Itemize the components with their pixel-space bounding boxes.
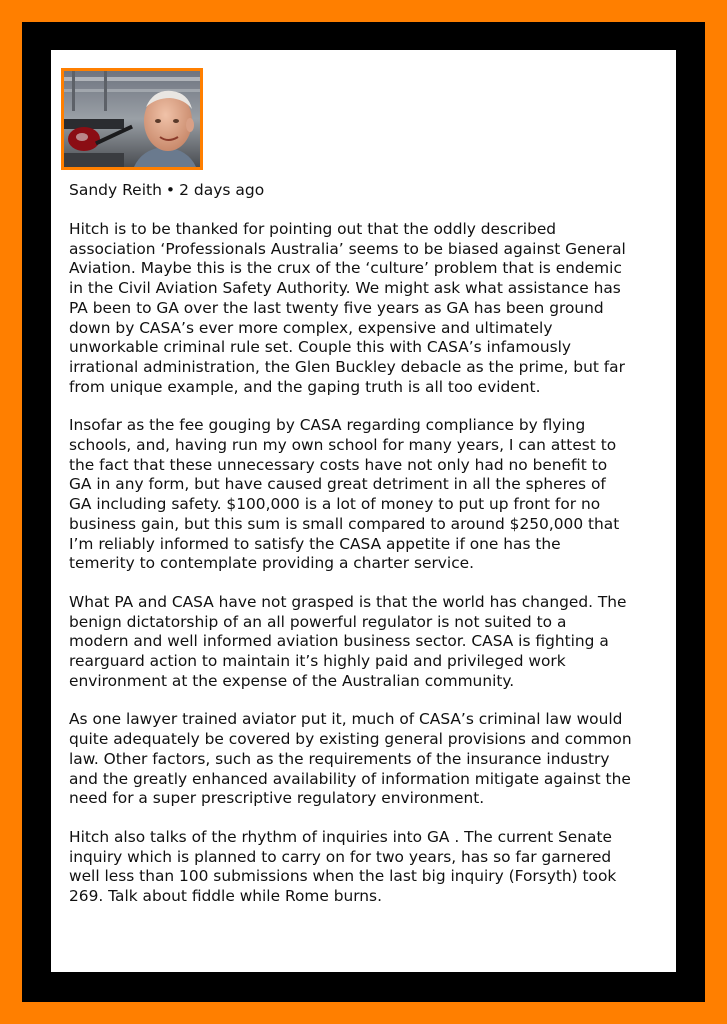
avatar[interactable] (61, 68, 203, 170)
comment-paragraph (69, 593, 669, 692)
comment-line: GA in any form, but have caused great detriment in all the spheres of (69, 475, 606, 494)
comment-paragraph (69, 710, 669, 809)
byline-separator: • (165, 181, 176, 199)
comment-line: 269. Talk about fiddle while Rome burns. (69, 887, 382, 906)
comment-line: association ‘Professionals Australia’ seems to be biased against General (69, 239, 626, 258)
comment-line: rearguard action to maintain it’s highly paid and privileged work (69, 652, 566, 671)
comment-line: unworkable criminal rule set. Couple this with CASA’s infamously (69, 338, 571, 357)
comment-line: benign dictatorship of an all powerful regulator is not suited to a (69, 612, 567, 631)
comment-line: from unique example, and the gaping truth is all too evident. (69, 377, 541, 396)
comment-line: in the Civil Aviation Safety Authority. We might ask what assistance has (69, 279, 621, 298)
comment-timestamp[interactable]: 2 days ago (179, 181, 265, 199)
comment-line: the fact that these unnecessary costs have not only had no benefit to (69, 455, 608, 474)
comment-line: Hitch is to be thanked for pointing out that the oddly described (69, 220, 557, 238)
comment-line: environment at the expense of the Australian community. (69, 671, 515, 690)
author-name[interactable]: Sandy Reith (69, 181, 162, 199)
comment-card (51, 50, 676, 972)
comment-body (69, 220, 669, 926)
comment-line: Hitch also talks of the rhythm of inquiries into GA . The current Senate (69, 827, 612, 846)
comment-line: modern and well informed aviation business sector. CASA is fighting a (69, 632, 609, 651)
comment-line: Insofar as the fee gouging by CASA regarding compliance by flying (69, 416, 586, 435)
comment-line: business gain, but this sum is small compared to around $250,000 that (69, 514, 620, 533)
comment-line: down by CASA’s ever more complex, expensive and ultimately (69, 318, 553, 337)
comment-line: law. Other factors, such as the requirements of the insurance industry (69, 749, 610, 768)
comment-line: As one lawyer trained aviator put it, much of CASA’s criminal law would (69, 710, 623, 729)
comment-line: What PA and CASA have not grasped is that the world has changed. The (69, 592, 627, 611)
avatar-photo (64, 71, 200, 167)
comment-line: temerity to contemplate providing a charter service. (69, 554, 475, 573)
comment-line: well less than 100 submissions when the last big inquiry (Forsyth) took (69, 867, 617, 886)
comment-line: irrational administration, the Glen Buckley debacle as the prime, but far (69, 357, 625, 376)
comment-line: need for a super prescriptive regulatory environment. (69, 789, 485, 808)
comment-line: Aviation. Maybe this is the crux of the ‘culture’ problem that is endemic (69, 259, 622, 278)
comment-line: and the greatly enhanced availability of information mitigate against the (69, 769, 631, 788)
comment-paragraph (69, 220, 669, 397)
comment-line: PA been to GA over the last twenty five years as GA has been ground (69, 298, 604, 317)
comment-line: GA including safety. $100,000 is a lot of money to put up front for no (69, 495, 601, 514)
comment-line: inquiry which is planned to carry on for two years, has so far garnered (69, 847, 612, 866)
comment-line: I’m reliably informed to satisfy the CASA appetite if one has the (69, 534, 561, 553)
comment-line: schools, and, having run my own school for many years, I can attest to (69, 436, 617, 455)
comment-paragraph (69, 828, 669, 907)
comment-line: quite adequately be covered by existing general provisions and common (69, 730, 632, 749)
comment-byline (69, 180, 264, 200)
comment-paragraph (69, 416, 669, 574)
